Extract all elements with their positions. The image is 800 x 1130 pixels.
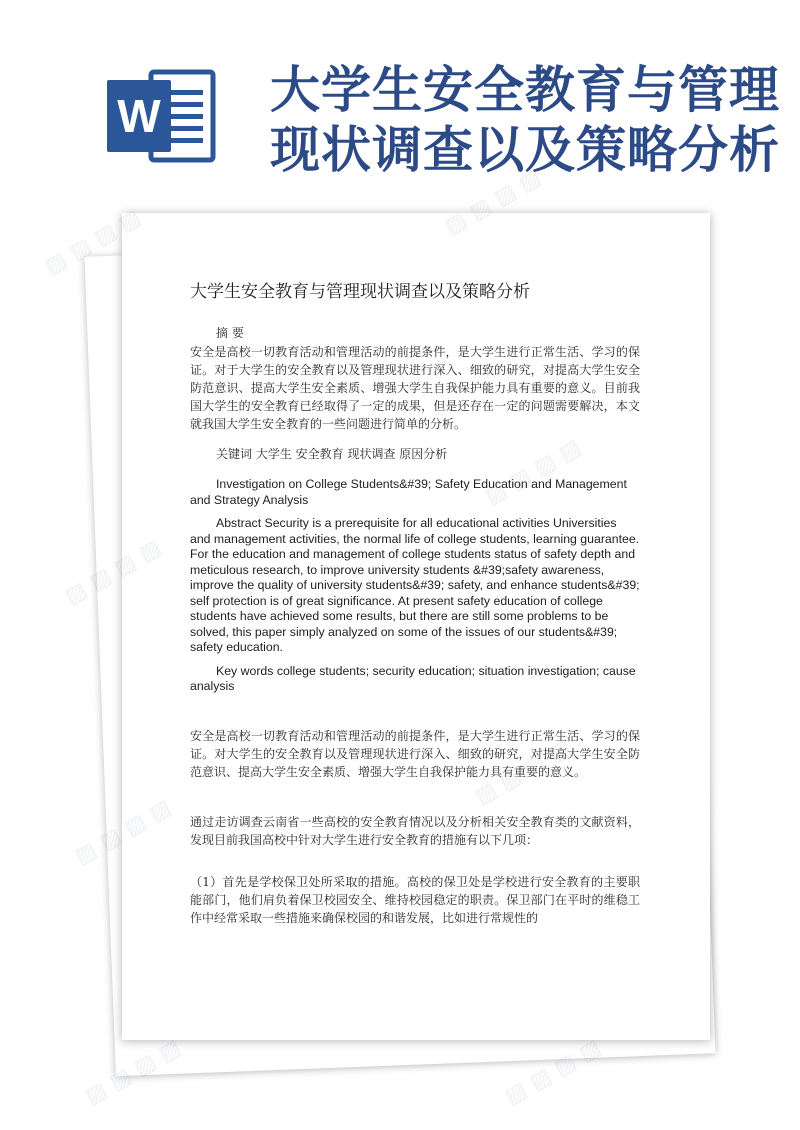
document-content <box>190 278 640 927</box>
banner-title <box>270 60 790 180</box>
word-icon-letter: W <box>117 90 161 142</box>
body-paragraph-3: （1）首先是学校保卫处所采取的措施。高校的保卫处是学校进行安全教育的主要职能部门，他们肩负着保卫校园安全、维持校园稳定的职责。保卫部门在平时的维稳工作中经常采取一些措施来确保校园的和谐发展，比如进行常规性的 <box>190 874 640 925</box>
banner-title-line-2: 现状调查以及策略分析 <box>270 121 780 179</box>
abstract-heading: 摘 要 <box>216 326 244 340</box>
english-title <box>190 477 640 508</box>
english-keywords <box>190 664 640 695</box>
english-title-text: Investigation on College Students&#39; Safety Education and Management and Strategy Analysis <box>190 477 627 507</box>
body-paragraph-2: 通过走访调查云南省一些高校的安全教育情况以及分析相关安全教育类的文献资料，发现目前我国高校中针对大学生进行安全教育的措施有以下几项： <box>190 814 640 847</box>
banner-title-line-1: 大学生安全教育与管理 <box>270 61 780 119</box>
watermark: ▨ ▨ ▨ ▨ <box>500 1035 606 1110</box>
english-abstract <box>190 516 640 656</box>
word-document-icon <box>107 66 219 166</box>
watermark: ▨ <box>60 577 92 610</box>
keywords-cn: 关键词 大学生 安全教育 现状调查 原因分析 <box>216 447 448 461</box>
english-keywords-text: Key words college students; security education; situation investigation; cause analysis <box>190 663 636 693</box>
watermark: ▨ <box>70 837 102 870</box>
english-abstract-text: Abstract Security is a prerequisite for all educational activities Universities and management activities, the normal life of college students, learning guarantee. For the education and management of college students status of safety depth and meticulous research, to improve university students &#39;safety awareness, improve the quality of university students&#39; safety, and enhance students&#39; self protection is of great significance. At present safety education of college students have achieved some results, but there are still some problems to be solved, this paper simply analyzed on some of the issues of our students&#39; safety education. <box>190 516 640 654</box>
abstract-cn: 安全是高校一切教育活动和管理活动的前提条件，是大学生进行正常生活、学习的保证。对于大学生的安全教育以及管理现状进行深入、细致的研究，对提高大学生安全防范意识、提高大学生安全素质、增强大学生自我保护能力具有重要的意义。目前我国大学生的安全教育已经取得了一定的成果，但是还存在一定的问题需要解决，本文就我国大学生安全教育的一些问题进行简单的分析。 <box>190 345 640 431</box>
body-paragraph-1: 安全是高校一切教育活动和管理活动的前提条件，是大学生进行正常生活、学习的保证。对大学生的安全教育以及管理现状进行深入、细致的研究，对提高大学生安全防范意识、提高大学生安全素质、增强大学生自我保护能力具有重要的意义。 <box>190 728 640 779</box>
watermark: ▨ ▨ ▨ ▨ <box>440 165 546 240</box>
document-title: 大学生安全教育与管理现状调查以及策略分析 <box>190 282 530 302</box>
header-banner <box>0 0 800 210</box>
watermark: ▨ ▨ <box>80 1063 136 1110</box>
watermark: ▨ ▨ ▨ ▨ <box>40 205 146 280</box>
